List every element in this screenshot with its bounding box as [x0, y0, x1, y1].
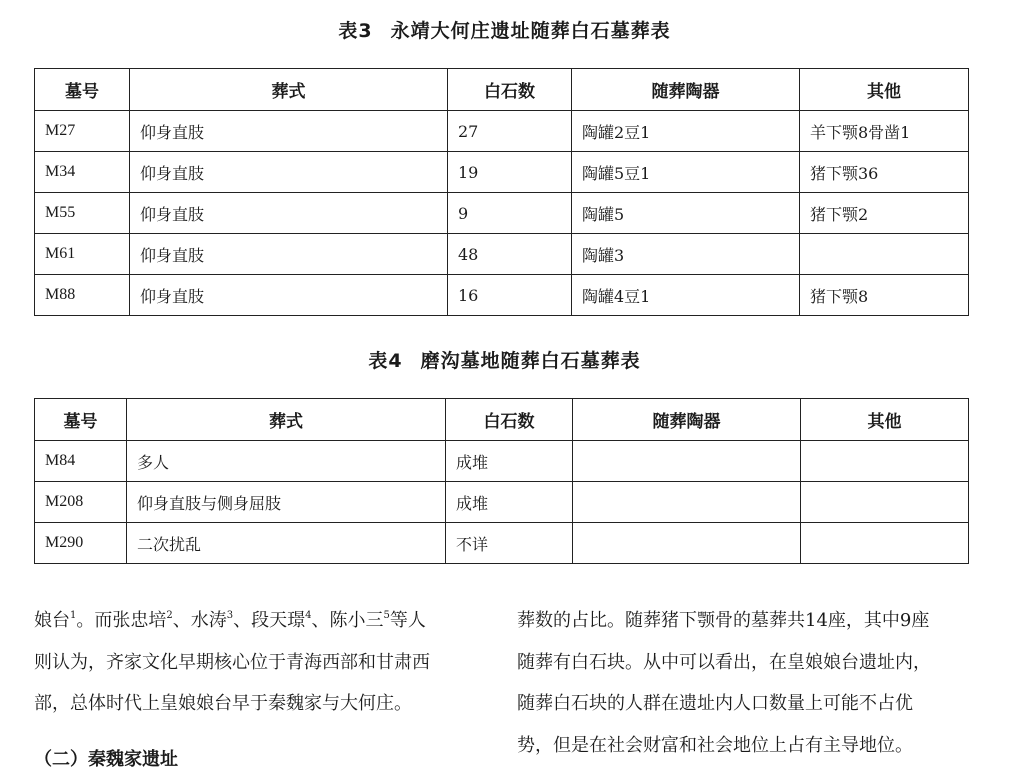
col-header-burial-posture: 葬式: [130, 69, 448, 111]
stone-count-cell: 19: [448, 152, 572, 193]
left-column-paragraph: [34, 600, 494, 725]
posture-cell: 仰身直肢: [130, 111, 448, 152]
tomb-id-cell: M208: [35, 482, 127, 523]
table-row: [35, 275, 969, 316]
posture-cell: 仰身直肢: [130, 152, 448, 193]
text-run: 、段天璟: [233, 610, 306, 631]
table4-title: 磨沟墓地随葬白石墓葬表: [420, 350, 641, 372]
pottery-cell: 陶罐3: [572, 234, 800, 275]
stone-count-cell: 16: [448, 275, 572, 316]
footnote-ref[interactable]: 4: [305, 610, 312, 621]
pottery-cell: [573, 482, 801, 523]
other-cell: [801, 482, 969, 523]
stone-count-cell: 不详: [446, 523, 573, 564]
table4-label: 表4: [368, 350, 403, 372]
footnote-ref[interactable]: 2: [166, 610, 173, 621]
paragraph-line: [34, 600, 494, 642]
text-run: 等人: [389, 610, 426, 631]
table-row: [35, 152, 969, 193]
text-run: 、陈小三: [311, 610, 384, 631]
pottery-cell: 陶罐5豆1: [572, 152, 800, 193]
col-header-other: 其他: [800, 69, 969, 111]
table-row: [35, 234, 969, 275]
posture-cell: 仰身直肢: [130, 234, 448, 275]
pottery-cell: 陶罐2豆1: [572, 111, 800, 152]
tomb-id-cell: M34: [35, 152, 130, 193]
tomb-id-cell: M55: [35, 193, 130, 234]
tomb-id-cell: M27: [35, 111, 130, 152]
table3-label: 表3: [338, 20, 373, 42]
col-header-other: 其他: [801, 399, 969, 441]
tomb-id-cell: M61: [35, 234, 130, 275]
stone-count-cell: 9: [448, 193, 572, 234]
col-header-white-stone-count: 白石数: [446, 399, 573, 441]
tomb-id-cell: M88: [35, 275, 130, 316]
text-run: 。而张忠培: [76, 610, 167, 631]
section-heading: （二）秦魏家遗址: [34, 749, 178, 770]
table3-header-row: [35, 69, 969, 111]
col-header-pottery: 随葬陶器: [572, 69, 800, 111]
stone-count-cell: 48: [448, 234, 572, 275]
paragraph-line: 势，但是在社会财富和社会地位上占有主导地位。: [517, 734, 913, 756]
footnote-ref[interactable]: 5: [383, 610, 390, 621]
pottery-cell: [573, 523, 801, 564]
table3: [34, 68, 969, 316]
posture-cell: 仰身直肢: [130, 275, 448, 316]
other-cell: [801, 523, 969, 564]
posture-cell: 仰身直肢: [130, 193, 448, 234]
other-cell: 羊下颚8骨凿1: [800, 111, 969, 152]
table-row: [35, 111, 969, 152]
other-cell: 猪下颚36: [800, 152, 969, 193]
footnote-ref[interactable]: 3: [226, 610, 234, 621]
other-cell: 猪下颚2: [800, 193, 969, 234]
col-header-burial-posture: 葬式: [127, 399, 446, 441]
pottery-cell: 陶罐5: [572, 193, 800, 234]
posture-cell: 仰身直肢与侧身屈肢: [127, 482, 446, 523]
footnote-ref[interactable]: 1: [70, 610, 77, 621]
pottery-cell: 陶罐4豆1: [572, 275, 800, 316]
text-run: 、水涛: [172, 610, 227, 631]
other-cell: [801, 441, 969, 482]
paragraph-line: 葬数的占比。随葬猪下颚骨的墓葬共14座，其中9座: [517, 610, 930, 631]
table3-title: 永靖大何庄遗址随葬白石墓葬表: [390, 20, 671, 42]
right-column-paragraph: [517, 600, 977, 766]
paragraph-line: 随葬有白石块。从中可以看出，在皇娘娘台遗址内，: [517, 651, 931, 673]
stone-count-cell: 成堆: [446, 441, 573, 482]
table4-caption: [0, 346, 1009, 373]
text-run: 娘台: [34, 610, 70, 631]
paragraph-line: 则认为，齐家文化早期核心位于青海西部和甘肃西: [34, 651, 430, 673]
table-row: [35, 482, 969, 523]
table-row: [35, 193, 969, 234]
col-header-pottery: 随葬陶器: [573, 399, 801, 441]
pottery-cell: [573, 441, 801, 482]
col-header-white-stone-count: 白石数: [448, 69, 572, 111]
tomb-id-cell: M84: [35, 441, 127, 482]
col-header-tomb-id: 墓号: [35, 399, 127, 441]
stone-count-cell: 27: [448, 111, 572, 152]
col-header-tomb-id: 墓号: [35, 69, 130, 111]
table-row: [35, 523, 969, 564]
posture-cell: 二次扰乱: [127, 523, 446, 564]
table4: [34, 398, 969, 564]
paragraph-line: 随葬白石块的人群在遗址内人口数量上可能不占优: [517, 693, 913, 714]
table4-header-row: [35, 399, 969, 441]
other-cell: [800, 234, 969, 275]
paragraph-line: 部，总体时代上皇娘娘台早于秦魏家与大何庄。: [34, 693, 412, 714]
table-row: [35, 441, 969, 482]
posture-cell: 多人: [127, 441, 446, 482]
other-cell: 猪下颚8: [800, 275, 969, 316]
table3-caption: [0, 16, 1009, 43]
tomb-id-cell: M290: [35, 523, 127, 564]
stone-count-cell: 成堆: [446, 482, 573, 523]
